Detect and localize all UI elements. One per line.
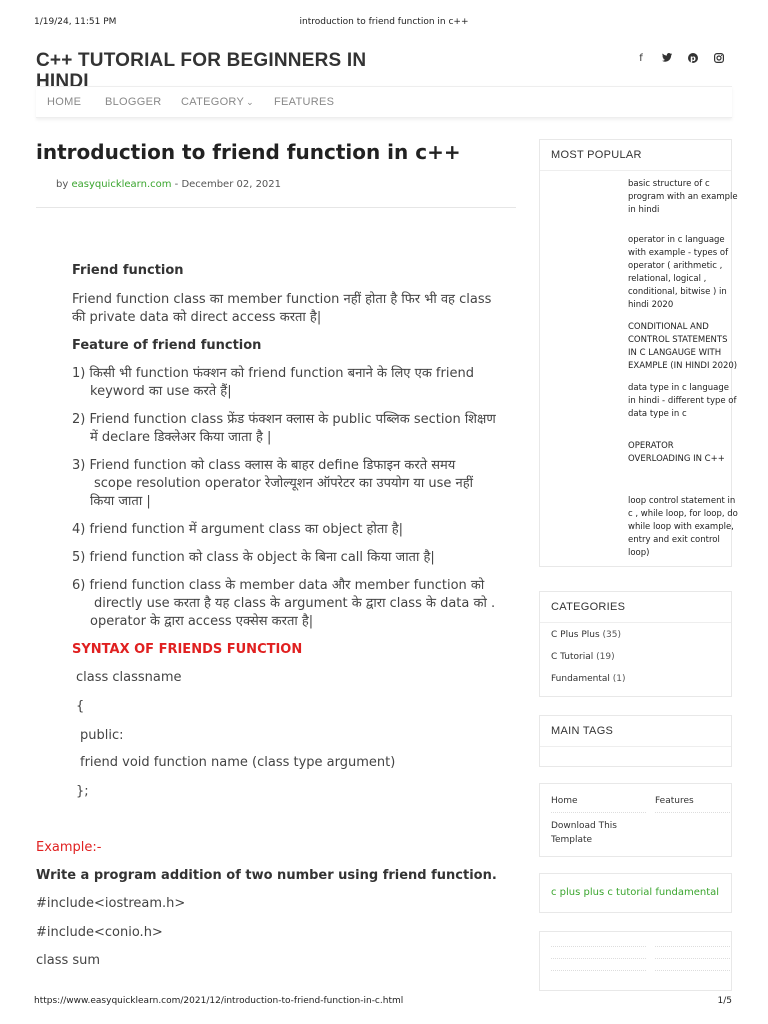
link-home[interactable]: Home [551,796,578,806]
nav-features[interactable]: FEATURES [274,96,335,108]
link-features[interactable]: Features [655,796,694,806]
post-author-link[interactable]: easyquicklearn.com [71,179,172,190]
divider [655,946,730,947]
code-line: class sum [36,953,101,968]
main-tags-title: MAIN TAGS [540,716,731,747]
print-footer [0,996,768,1010]
syntax-line: public: [80,728,124,743]
nav-category[interactable] [181,96,254,108]
heading-feature: Feature of friend function [72,338,262,353]
print-url: https://www.easyquicklearn.com/2021/12/introduction-to-friend-function-in-c.html [34,996,404,1006]
divider [655,970,730,971]
nav-category-label: CATEGORY [181,96,245,108]
archive-widget [539,931,732,991]
tag-cloud-links[interactable]: c plus plus c tutorial fundamental [551,887,720,898]
category-link[interactable] [551,630,621,640]
syntax-line: { [76,699,85,714]
twitter-icon[interactable] [654,53,680,66]
syntax-line: }; [76,784,89,799]
category-count: (35) [602,630,622,640]
divider [551,812,646,813]
meta-by: by [56,179,69,190]
site-title[interactable]: C++ TUTORIAL FOR BEGINNERS IN HINDI [36,50,367,86]
category-name: Fundamental [551,674,610,684]
feature-item: 5) friend function को class के object के बिना call किया जाता है| [72,550,435,565]
svg-text:p: p [690,54,696,63]
divider [655,958,730,959]
most-popular-title: MOST POPULAR [540,140,731,171]
nav-home[interactable]: HOME [47,96,82,108]
syntax-line: class classname [76,670,182,685]
example-label: Example:- [36,840,102,855]
meta-divider [36,207,516,208]
post-title: introduction to friend function in c++ [36,140,461,164]
tag-cloud-widget [539,873,732,913]
feature-item-cont: operator के द्वारा access एक्सेस करता है| [90,614,314,629]
link-download-template[interactable]: Download This Template [551,821,617,845]
feature-item-cont: किया जाता | [90,494,151,509]
instagram-icon[interactable] [706,53,732,66]
popular-post-link[interactable]: basic structure of c program with an example in hindi [628,179,738,215]
category-count: (1) [612,674,626,684]
feature-item: 6) friend function class के member data और member function को [72,578,485,593]
syntax-line: friend void function name (class type argument) [80,755,396,770]
heading-friend-function: Friend function [72,263,184,278]
popular-post-link[interactable]: CONDITIONAL AND CONTROL STATEMENTS IN C LANGAUGE WITH EXAMPLE (IN HINDI 2020) [628,322,738,371]
paragraph-line: की private data को direct access करता है| [72,310,322,325]
feature-item: 2) Friend function class फ्रेंड फंक्शन क्लास के public पब्लिक section शिक्षण [72,412,496,427]
code-line: #include<iostream.h> [36,896,186,911]
chevron-down-icon: ⌄ [246,97,254,107]
popular-thumbnail[interactable] [551,182,619,232]
meta-sep: - [171,179,182,190]
print-date: 1/19/24, 11:51 PM [34,17,117,27]
category-name: C Plus Plus [551,630,600,640]
post-meta [56,179,281,190]
categories-widget [539,591,732,697]
popular-post-link[interactable]: operator in c language with example - types of operator ( arithmetic , relational, logical , conditional, bitwise ) in hindi 2020 [628,235,729,310]
social-links [628,53,732,66]
feature-item-cont: keyword का use करते हैं| [90,384,232,399]
categories-title: CATEGORIES [540,592,731,623]
code-line: #include<conio.h> [36,925,163,940]
main-tags-widget [539,715,732,767]
facebook-icon[interactable]: f [639,53,643,64]
category-link[interactable] [551,652,615,662]
feature-item-cont: में declare डिक्लेअर किया जाता है | [90,430,272,445]
heading-syntax: SYNTAX OF FRIENDS FUNCTION [72,642,303,657]
print-header [0,17,768,31]
category-link[interactable] [551,674,626,684]
feature-item: 3) Friend function को class क्लास के बाहर define डिफाइन करते समय [72,458,456,473]
category-name: C Tutorial [551,652,594,662]
most-popular-widget [539,139,738,567]
popular-post-link[interactable]: OPERATOR OVERLOADING IN C++ [628,441,725,464]
feature-item-cont: scope resolution operator रेजोल्यूशन ऑपरेटर का उपयोग या use नहीं [94,476,473,491]
paragraph-line: Friend function class का member function नहीं होता है फिर भी वह class [72,292,492,307]
feature-item-cont: directly use करता है यह class के argument के द्वारा class के data को . [94,596,496,611]
print-page-number: 1/5 [717,996,732,1006]
divider [551,946,646,947]
print-doc-title: introduction to friend function in c++ [299,17,469,27]
links-widget [539,783,732,857]
popular-post-link[interactable]: data type in c language in hindi - different type of data type in c [628,383,737,419]
nav-blogger[interactable]: BLOGGER [105,96,162,108]
post-date: December 02, 2021 [181,179,282,190]
feature-item: 4) friend function में argument class का object होता है| [72,522,404,537]
divider [551,970,646,971]
divider [551,958,646,959]
pinterest-icon[interactable] [680,53,706,66]
divider [655,812,730,813]
popular-post-link[interactable]: loop control statement in c , while loop, for loop, do while loop with example, entry and exit control loop) [628,496,738,558]
feature-item: 1) किसी भी function फंक्शन को friend function बनाने के लिए एक friend [72,366,474,381]
example-heading: Write a program addition of two number using friend function. [36,868,497,883]
category-count: (19) [596,652,615,662]
main-navbar [36,86,732,118]
